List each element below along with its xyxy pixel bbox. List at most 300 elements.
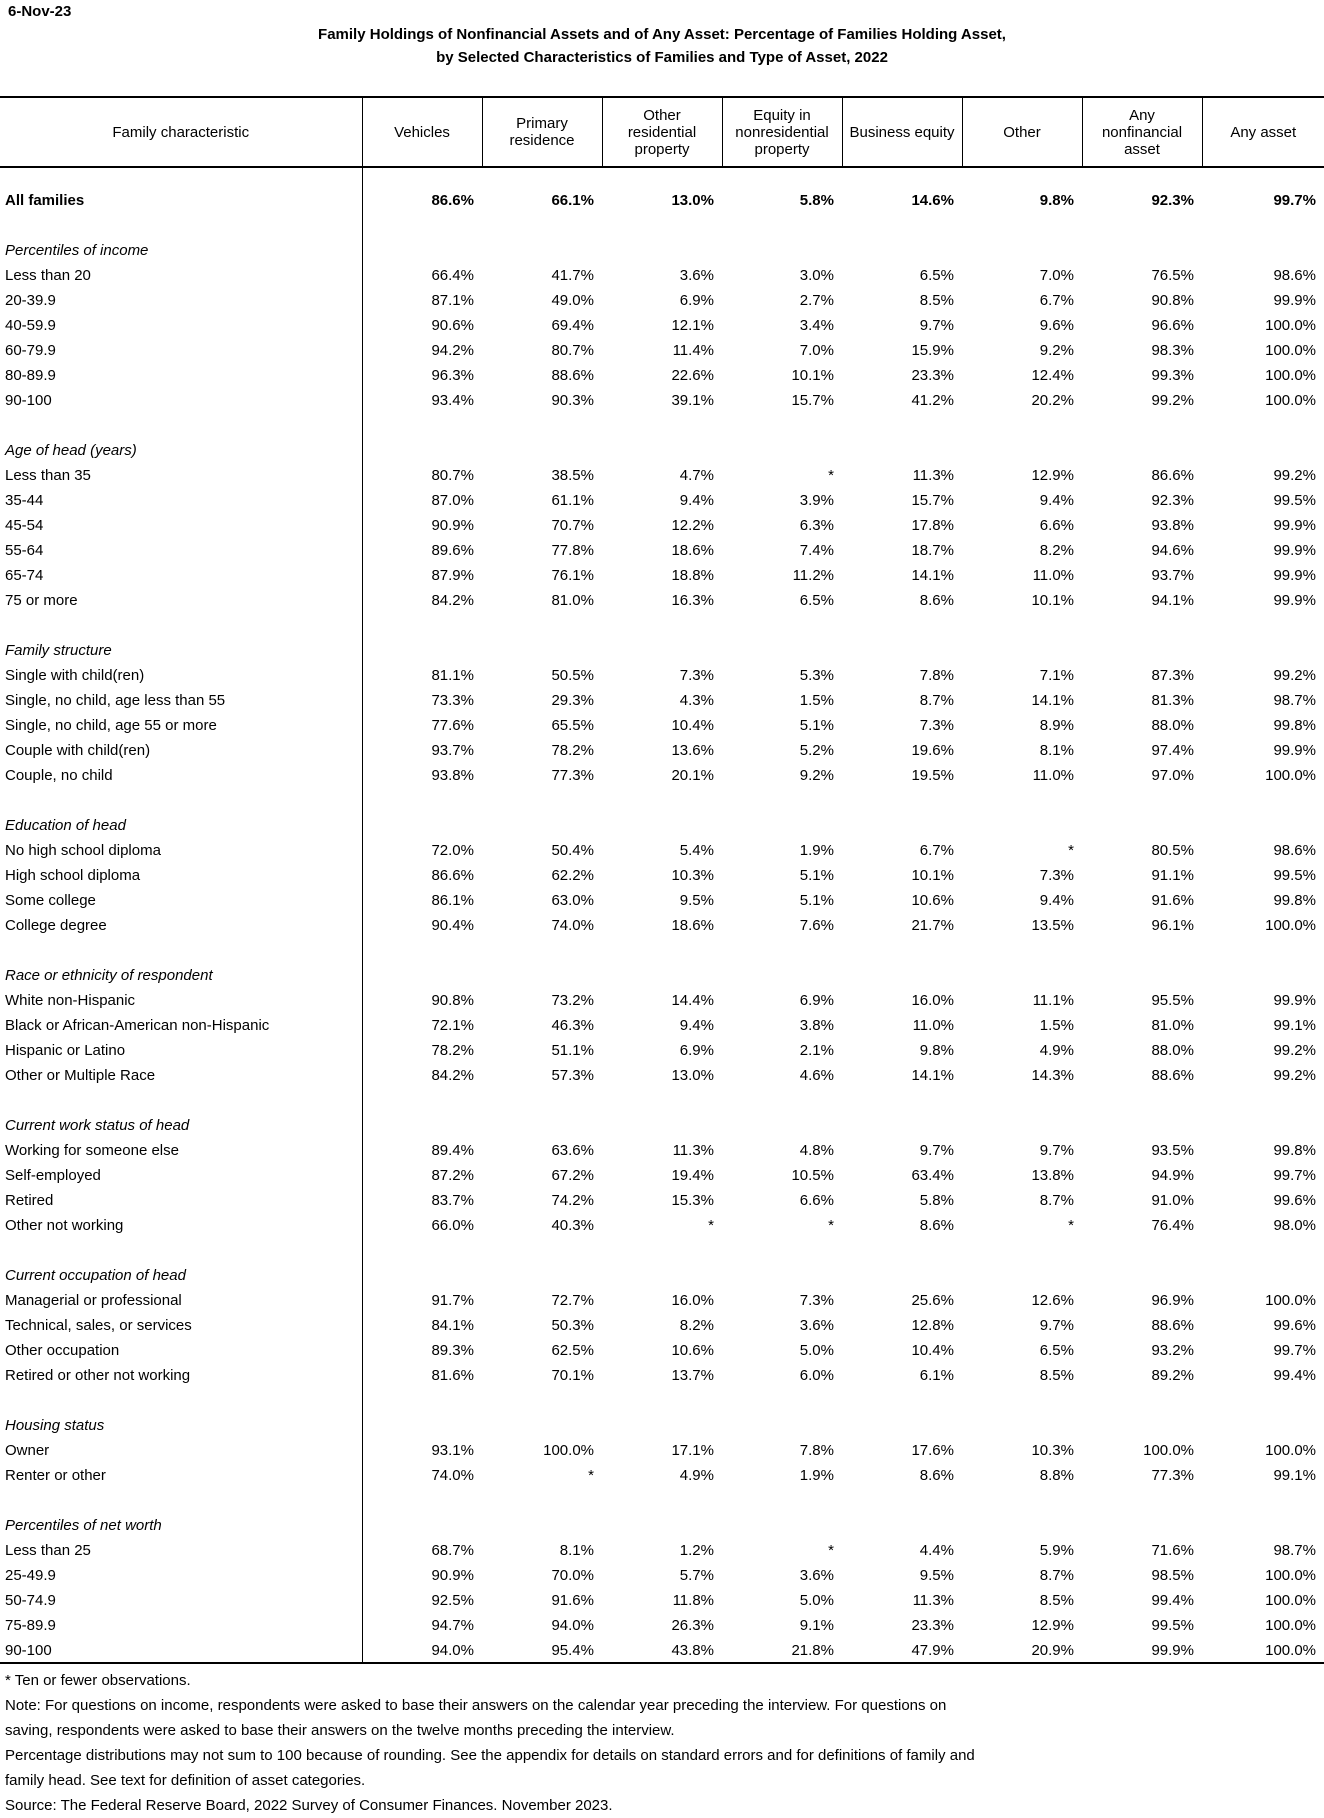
cell-value: 96.3%: [431, 367, 474, 384]
cell-value: [482, 1238, 602, 1263]
cell-value: 11.0%: [912, 1017, 954, 1034]
cell-value: 93.8%: [1151, 517, 1194, 534]
cell-value: [602, 963, 722, 988]
table-row: [0, 363, 1324, 388]
cell-value: 10.4%: [671, 717, 714, 734]
row-all-families: [0, 188, 1324, 213]
cell-value: 98.6%: [1273, 842, 1316, 859]
cell-value: 100.0%: [543, 1442, 594, 1459]
cell-value: 9.2%: [1039, 342, 1074, 359]
cell-value: 8.2%: [1039, 542, 1074, 559]
cell-value: 19.4%: [671, 1167, 714, 1184]
cell-value: [602, 438, 722, 463]
spacer-row: [0, 1088, 1324, 1113]
cell-value: [842, 238, 962, 263]
cell-value: 87.3%: [1151, 667, 1194, 684]
cell-value: 6.9%: [679, 1042, 714, 1059]
cell-value: 1.9%: [799, 1467, 834, 1484]
cell-value: 86.6%: [1151, 467, 1194, 484]
cell-value: [842, 613, 962, 638]
cell-value: [722, 438, 842, 463]
cell-value: 4.6%: [799, 1067, 834, 1084]
cell-value: 6.5%: [1039, 1342, 1074, 1359]
cell-value: 80.5%: [1151, 842, 1194, 859]
cell-value: [1202, 167, 1324, 188]
cell-value: 11.8%: [672, 1592, 714, 1609]
cell-value: [362, 238, 482, 263]
footnote-line: Source: The Federal Reserve Board, 2022 Survey of Consumer Finances. November 2023.: [5, 1797, 613, 1814]
cell-value: [722, 1113, 842, 1138]
cell-value: 8.5%: [1039, 1367, 1074, 1384]
cell-value: 96.9%: [1151, 1292, 1194, 1309]
row-label: [0, 1488, 362, 1513]
cell-value: [362, 963, 482, 988]
cell-value: 13.8%: [1031, 1167, 1074, 1184]
cell-value: [362, 938, 482, 963]
cell-value: [1202, 1088, 1324, 1113]
cell-value: [482, 1513, 602, 1538]
cell-value: 71.6%: [1151, 1542, 1194, 1559]
cell-value: 11.3%: [672, 1142, 714, 1159]
cell-value: 99.9%: [1273, 517, 1316, 534]
cell-value: [842, 413, 962, 438]
cell-value: 100.0%: [1265, 342, 1316, 359]
cell-value: 8.6%: [919, 592, 954, 609]
row-label: Technical, sales, or services: [0, 1313, 362, 1338]
cell-value: 98.7%: [1273, 692, 1316, 709]
cell-value: [1082, 938, 1202, 963]
row-label: Other or Multiple Race: [0, 1063, 362, 1088]
cell-value: [482, 167, 602, 188]
cell-value: [1082, 1513, 1202, 1538]
cell-value: 7.3%: [799, 1292, 834, 1309]
table-row: [0, 263, 1324, 288]
column-header: Business equity: [842, 97, 962, 167]
column-header-family-characteristic: Family characteristic: [0, 97, 362, 167]
cell-value: 10.3%: [1031, 1442, 1074, 1459]
cell-value: [1202, 813, 1324, 838]
cell-value: 100.0%: [1265, 1592, 1316, 1609]
cell-value: 87.1%: [431, 292, 474, 309]
header-row: [0, 97, 1324, 167]
cell-value: 99.7%: [1273, 1167, 1316, 1184]
footnote-line: * Ten or fewer observations.: [5, 1672, 191, 1689]
cell-value: 4.4%: [919, 1542, 954, 1559]
cell-value: 5.0%: [799, 1342, 834, 1359]
cell-value: 95.5%: [1151, 992, 1194, 1009]
cell-value: [842, 1413, 962, 1438]
cell-value: 98.6%: [1273, 267, 1316, 284]
cell-value: [722, 1488, 842, 1513]
cell-value: 80.7%: [431, 467, 474, 484]
cell-value: 99.8%: [1273, 1142, 1316, 1159]
cell-value: 20.1%: [671, 767, 714, 784]
cell-value: 17.1%: [671, 1442, 714, 1459]
section-header-row: [0, 1113, 1324, 1138]
cell-value: 11.2%: [792, 567, 834, 584]
cell-value: 91.1%: [1151, 867, 1194, 884]
cell-value: 81.0%: [551, 592, 594, 609]
row-label: Retired or other not working: [0, 1363, 362, 1388]
cell-value: 5.1%: [799, 867, 834, 884]
cell-value: 89.4%: [431, 1142, 474, 1159]
row-label: 50-74.9: [0, 1588, 362, 1613]
cell-value: 77.3%: [1151, 1467, 1194, 1484]
table-row: [0, 588, 1324, 613]
cell-value: 4.9%: [679, 1467, 714, 1484]
cell-value: 72.7%: [551, 1292, 594, 1309]
cell-value: 15.7%: [911, 492, 954, 509]
table-row: [0, 388, 1324, 413]
cell-value: 11.3%: [912, 467, 954, 484]
cell-value: 94.1%: [1151, 592, 1194, 609]
cell-value: [482, 1413, 602, 1438]
row-label: Some college: [0, 888, 362, 913]
cell-value: 14.3%: [1031, 1067, 1074, 1084]
cell-value: 96.1%: [1151, 917, 1194, 934]
cell-value: [962, 238, 1082, 263]
cell-value: [842, 963, 962, 988]
cell-value: [362, 638, 482, 663]
cell-value: 66.4%: [431, 267, 474, 284]
cell-value: [362, 1513, 482, 1538]
row-label: 45-54: [0, 513, 362, 538]
row-label: Age of head (years): [0, 438, 362, 463]
holdings-table: [0, 96, 1324, 1664]
row-label: Single, no child, age 55 or more: [0, 713, 362, 738]
cell-value: *: [828, 1542, 834, 1559]
cell-value: 7.0%: [1039, 267, 1074, 284]
cell-value: 9.8%: [919, 1042, 954, 1059]
cell-value: [602, 938, 722, 963]
cell-value: [842, 813, 962, 838]
cell-value: 77.8%: [551, 542, 594, 559]
cell-value: 8.8%: [1039, 1467, 1074, 1484]
cell-value: [962, 1238, 1082, 1263]
table-row: [0, 1338, 1324, 1363]
cell-value: [362, 167, 482, 188]
cell-value: 14.1%: [1031, 692, 1074, 709]
cell-value: 7.4%: [799, 542, 834, 559]
row-label: Less than 20: [0, 263, 362, 288]
cell-value: 8.7%: [919, 692, 954, 709]
cell-value: 8.7%: [1039, 1192, 1074, 1209]
cell-value: 99.4%: [1151, 1592, 1194, 1609]
table-row: [0, 313, 1324, 338]
cell-value: 97.4%: [1151, 742, 1194, 759]
row-label: 75-89.9: [0, 1613, 362, 1638]
row-label: [0, 413, 362, 438]
spacer-row: [0, 213, 1324, 238]
cell-value: 6.7%: [1039, 292, 1074, 309]
section-header-row: [0, 238, 1324, 263]
cell-value: 15.9%: [911, 342, 954, 359]
row-label: Current occupation of head: [0, 1263, 362, 1288]
cell-value: [362, 1088, 482, 1113]
cell-value: 5.0%: [799, 1592, 834, 1609]
cell-value: 1.2%: [679, 1542, 714, 1559]
cell-value: 7.8%: [919, 667, 954, 684]
cell-value: 81.6%: [431, 1367, 474, 1384]
cell-value: 94.0%: [362, 1638, 482, 1663]
row-label: [0, 1088, 362, 1113]
cell-value: 4.7%: [679, 467, 714, 484]
cell-value: [1202, 1113, 1324, 1138]
cell-value: 10.5%: [791, 1167, 834, 1184]
table-row: [0, 838, 1324, 863]
cell-value: [1202, 1263, 1324, 1288]
cell-value: 7.8%: [799, 1442, 834, 1459]
cell-value: [1082, 788, 1202, 813]
cell-value: 76.1%: [551, 567, 594, 584]
cell-value: 23.3%: [911, 1617, 954, 1634]
cell-value: 8.6%: [919, 1217, 954, 1234]
cell-value: 8.2%: [679, 1317, 714, 1334]
cell-value: [722, 613, 842, 638]
cell-value: 11.0%: [1032, 567, 1074, 584]
cell-value: 72.0%: [431, 842, 474, 859]
cell-value: 47.9%: [842, 1638, 962, 1663]
cell-value: [722, 1238, 842, 1263]
row-label: College degree: [0, 913, 362, 938]
cell-value: 11.4%: [672, 342, 714, 359]
cell-value: 100.0%: [1265, 392, 1316, 409]
cell-value: 77.6%: [431, 717, 474, 734]
table-row: [0, 1313, 1324, 1338]
cell-value: 29.3%: [551, 692, 594, 709]
cell-value: 14.1%: [911, 567, 954, 584]
cell-value: 18.6%: [671, 542, 714, 559]
cell-value: 99.9%: [1082, 1638, 1202, 1663]
cell-value: 61.1%: [551, 492, 594, 509]
date-stamp: 6-Nov-23: [8, 3, 72, 20]
row-label: Couple with child(ren): [0, 738, 362, 763]
cell-value: [722, 963, 842, 988]
cell-value: [1202, 1513, 1324, 1538]
row-label: Housing status: [0, 1413, 362, 1438]
cell-value: 20.9%: [962, 1638, 1082, 1663]
cell-value: *: [1068, 1217, 1074, 1234]
cell-value: 41.7%: [551, 267, 594, 284]
cell-value: [602, 167, 722, 188]
cell-value: 10.6%: [671, 1342, 714, 1359]
cell-value: 100.0%: [1265, 1567, 1316, 1584]
table-row: [0, 1563, 1324, 1588]
cell-value: 90.4%: [431, 917, 474, 934]
cell-value: [1202, 963, 1324, 988]
cell-value: [962, 1113, 1082, 1138]
cell-value: [842, 213, 962, 238]
cell-value: 51.1%: [551, 1042, 594, 1059]
cell-value: [362, 1238, 482, 1263]
cell-value: [1082, 1263, 1202, 1288]
cell-value: 100.0%: [1265, 767, 1316, 784]
table-row: [0, 1463, 1324, 1488]
cell-value: 5.9%: [1039, 1542, 1074, 1559]
cell-value: 91.0%: [1151, 1192, 1194, 1209]
cell-value: [602, 1388, 722, 1413]
cell-value: 66.1%: [551, 192, 594, 209]
cell-value: [722, 813, 842, 838]
cell-value: 5.2%: [799, 742, 834, 759]
cell-value: [962, 1263, 1082, 1288]
row-label: 35-44: [0, 488, 362, 513]
cell-value: 14.6%: [911, 192, 954, 209]
cell-value: 99.8%: [1273, 892, 1316, 909]
cell-value: 3.4%: [799, 317, 834, 334]
cell-value: 76.4%: [1151, 1217, 1194, 1234]
cell-value: [962, 167, 1082, 188]
row-label: 25-49.9: [0, 1563, 362, 1588]
cell-value: 97.0%: [1151, 767, 1194, 784]
cell-value: 76.5%: [1151, 267, 1194, 284]
cell-value: [962, 813, 1082, 838]
cell-value: 13.5%: [1031, 917, 1074, 934]
cell-value: 7.3%: [1039, 867, 1074, 884]
cell-value: 13.0%: [671, 192, 714, 209]
cell-value: 91.7%: [431, 1292, 474, 1309]
cell-value: 8.5%: [919, 292, 954, 309]
table-row: [0, 1013, 1324, 1038]
cell-value: 9.4%: [679, 1017, 714, 1034]
row-label: 90-100: [0, 1638, 362, 1663]
cell-value: 10.1%: [911, 867, 954, 884]
table-row: [0, 538, 1324, 563]
cell-value: 10.4%: [911, 1342, 954, 1359]
cell-value: [1082, 613, 1202, 638]
cell-value: 19.5%: [911, 767, 954, 784]
cell-value: 89.3%: [431, 1342, 474, 1359]
cell-value: [1202, 1388, 1324, 1413]
row-label: 40-59.9: [0, 313, 362, 338]
cell-value: 77.3%: [551, 767, 594, 784]
cell-value: 5.7%: [679, 1567, 714, 1584]
cell-value: 2.7%: [799, 292, 834, 309]
cell-value: [1202, 788, 1324, 813]
cell-value: 100.0%: [1265, 367, 1316, 384]
cell-value: 84.1%: [431, 1317, 474, 1334]
cell-value: 81.0%: [1151, 1017, 1194, 1034]
cell-value: [362, 613, 482, 638]
cell-value: 9.6%: [1039, 317, 1074, 334]
table-row: [0, 888, 1324, 913]
cell-value: [962, 413, 1082, 438]
cell-value: [482, 1263, 602, 1288]
cell-value: 21.7%: [911, 917, 954, 934]
spacer-row: [0, 788, 1324, 813]
cell-value: [1082, 1113, 1202, 1138]
cell-value: 7.3%: [919, 717, 954, 734]
cell-value: 99.2%: [1273, 1042, 1316, 1059]
cell-value: 8.7%: [1039, 1567, 1074, 1584]
cell-value: 99.4%: [1273, 1367, 1316, 1384]
cell-value: [602, 413, 722, 438]
cell-value: [1202, 213, 1324, 238]
cell-value: [722, 413, 842, 438]
cell-value: [1202, 438, 1324, 463]
cell-value: 93.7%: [431, 742, 474, 759]
cell-value: 22.6%: [671, 367, 714, 384]
cell-value: 99.9%: [1273, 567, 1316, 584]
table-row: [0, 1438, 1324, 1463]
cell-value: 5.1%: [799, 717, 834, 734]
cell-value: 88.6%: [1151, 1067, 1194, 1084]
table-row: [0, 338, 1324, 363]
cell-value: 93.8%: [431, 767, 474, 784]
table-row: [0, 1613, 1324, 1638]
cell-value: [842, 1263, 962, 1288]
cell-value: [722, 1513, 842, 1538]
cell-value: [602, 1088, 722, 1113]
cell-value: [722, 638, 842, 663]
title-line-1: Family Holdings of Nonfinancial Assets and of Any Asset: Percentage of Families Holding Asset,: [318, 26, 1006, 43]
table-row: [0, 463, 1324, 488]
cell-value: 3.0%: [799, 267, 834, 284]
cell-value: [482, 413, 602, 438]
spacer-row: [0, 167, 1324, 188]
cell-value: 6.5%: [919, 267, 954, 284]
row-label: Family structure: [0, 638, 362, 663]
cell-value: [842, 1238, 962, 1263]
section-header-row: [0, 963, 1324, 988]
cell-value: [482, 938, 602, 963]
cell-value: [1082, 238, 1202, 263]
cell-value: [842, 1513, 962, 1538]
cell-value: [602, 213, 722, 238]
cell-value: 12.2%: [671, 517, 714, 534]
cell-value: 94.7%: [431, 1617, 474, 1634]
row-label: Single, no child, age less than 55: [0, 688, 362, 713]
cell-value: 9.4%: [1039, 892, 1074, 909]
cell-value: 8.1%: [1039, 742, 1074, 759]
cell-value: 4.3%: [679, 692, 714, 709]
cell-value: [722, 167, 842, 188]
cell-value: 6.9%: [799, 992, 834, 1009]
cell-value: 3.9%: [799, 492, 834, 509]
cell-value: 9.1%: [799, 1617, 834, 1634]
cell-value: [362, 213, 482, 238]
cell-value: [602, 1263, 722, 1288]
cell-value: 16.3%: [671, 592, 714, 609]
cell-value: 90.8%: [1151, 292, 1194, 309]
row-label: Less than 35: [0, 463, 362, 488]
table-row: [0, 663, 1324, 688]
cell-value: 63.6%: [551, 1142, 594, 1159]
cell-value: 4.8%: [799, 1142, 834, 1159]
table-body: [0, 167, 1324, 1663]
cell-value: 94.2%: [431, 342, 474, 359]
cell-value: 78.2%: [551, 742, 594, 759]
cell-value: 15.7%: [791, 392, 834, 409]
cell-value: 99.2%: [1273, 467, 1316, 484]
table-row: [0, 713, 1324, 738]
cell-value: 12.6%: [1031, 1292, 1074, 1309]
cell-value: [842, 788, 962, 813]
cell-value: [1202, 613, 1324, 638]
cell-value: [962, 213, 1082, 238]
cell-value: 11.0%: [1032, 767, 1074, 784]
cell-value: 18.6%: [671, 917, 714, 934]
cell-value: [1082, 1238, 1202, 1263]
row-label: 60-79.9: [0, 338, 362, 363]
spacer-row: [0, 1488, 1324, 1513]
column-header: Other residential property: [602, 97, 722, 167]
cell-value: 1.5%: [799, 692, 834, 709]
row-label: 75 or more: [0, 588, 362, 613]
cell-value: [962, 1513, 1082, 1538]
cell-value: 5.8%: [799, 192, 834, 209]
cell-value: 38.5%: [551, 467, 594, 484]
